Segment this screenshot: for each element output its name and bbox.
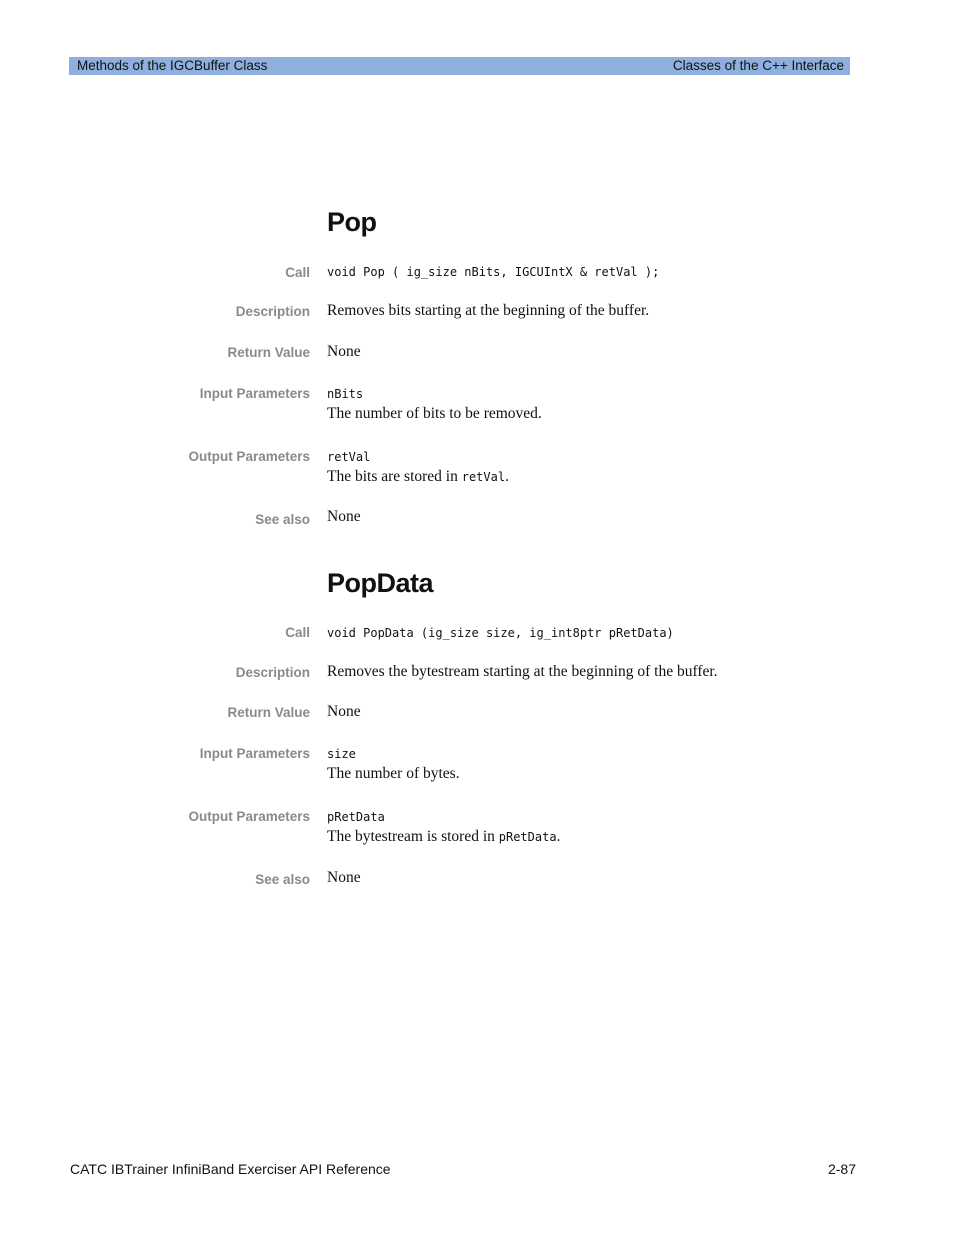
section-title-popdata: PopData [327, 568, 434, 598]
see-also-label: See also [255, 512, 310, 527]
output-parameters [327, 810, 560, 846]
output-parameter-name: pRetData [327, 810, 385, 824]
output-parameter-description [327, 468, 509, 486]
description-text: Removes bits starting at the beginning of the buffer. [327, 302, 650, 319]
return-value-text: None [327, 343, 361, 360]
input-parameter-description: The number of bytes. [327, 765, 460, 782]
output-parameter-description [327, 828, 560, 846]
description-label: Description [235, 665, 310, 680]
output-description-text: The bits are stored in [327, 468, 462, 485]
return-value-label: Return Value [227, 345, 310, 360]
see-also-label: See also [255, 872, 310, 887]
output-parameters-label: Output Parameters [188, 449, 310, 464]
input-parameter-name: nBits [327, 387, 364, 401]
output-description-code: retVal [461, 470, 506, 484]
section-title-pop: Pop [327, 207, 377, 237]
header-chapter-title: Methods of the IGCBuffer Class [77, 58, 268, 73]
footer-document-title: CATC IBTrainer InfiniBand Exerciser API Reference [70, 1161, 391, 1177]
output-description-code: pRetData [498, 830, 557, 844]
input-parameters-label: Input Parameters [199, 746, 310, 761]
input-parameters-label: Input Parameters [199, 386, 310, 401]
output-parameter-name: retVal [327, 450, 371, 464]
see-also-text: None [327, 508, 361, 525]
call-label: Call [285, 625, 310, 640]
output-description-text: The bytestream is stored in [327, 828, 499, 845]
description-label: Description [235, 304, 310, 319]
call-signature: void Pop ( ig_size nBits, IGCUIntX & retVal ); [327, 265, 660, 279]
return-value-text: None [327, 703, 361, 720]
input-parameters [327, 387, 542, 423]
header-section-title: Classes of the C++ Interface [672, 58, 844, 73]
output-parameters-label: Output Parameters [188, 809, 310, 824]
output-description-end: . [505, 468, 509, 485]
call-label: Call [285, 265, 310, 280]
see-also-text: None [327, 869, 361, 886]
output-description-end: . [556, 828, 561, 845]
input-parameter-description: The number of bits to be removed. [327, 405, 542, 422]
return-value-label: Return Value [227, 705, 310, 720]
description-text: Removes the bytestream starting at the beginning of the buffer. [327, 663, 718, 680]
running-header [69, 57, 850, 75]
output-parameters [327, 450, 509, 486]
input-parameter-name: size [327, 747, 356, 761]
call-signature: void PopData (ig_size size, ig_int8ptr pRetData) [327, 626, 674, 640]
input-parameters [327, 747, 460, 783]
footer-page-number: 2-87 [827, 1161, 856, 1177]
